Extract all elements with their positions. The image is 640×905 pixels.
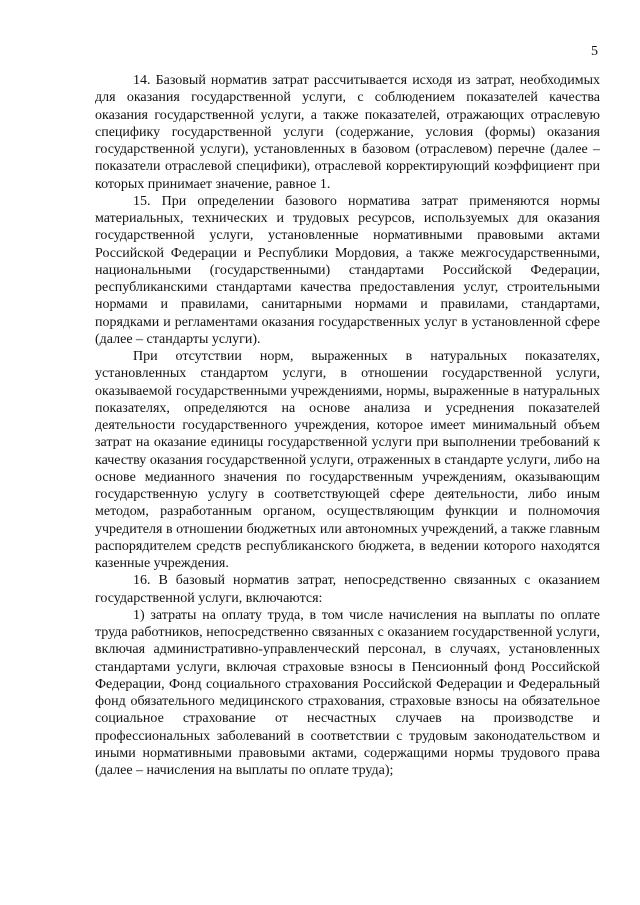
paragraph-15-continuation: При отсутствии норм, выраженных в натуральных показателях, установленных стандартом услуги, в отношении государственной услуги, оказываемой государственными учреждениями, нормы, выраженные в натуральных показателях, определяются на основе анализа и усреднения показателей деятельности государственного учреждения, которое имеет минимальный объем затрат на оказание единицы государственной услуги при выполнении требований к качеству оказания государственной услуги, отраженных в стандарте услуги, либо на основе медианного значения по государственным учреждениям, оказывающим государственную услугу в соответствующей сфере деятельности, либо иным методом, разработанным органом, осуществляющим функции и полномочия учредителя в отношении бюджетных или автономных учреждений, а также главным распорядителем средств республиканского бюджета, в ведении которого находятся казенные учреждения. [95,349,600,571]
paragraph-16: 16. В базовый норматив затрат, непосредственно связанных с оказанием государственной услуги, включаются: [95,573,600,606]
paragraph-15: 15. При определении базового норматива затрат применяются нормы материальных, технических и трудовых ресурсов, используемых для оказания государственной услуги, установленные нормативными правовыми актами Российской Федерации и Республики Мордовия, а также межгосударственными, национальными (государственными) стандартами Российской Федерации, республиканскими стандартами качества предоставления услуг, строительными нормами и правилами, санитарными нормами и правилами, стандартами, порядками и регламентами оказания государственных услуг в установленной сфере (далее – стандарты услуги). [95,193,600,347]
paragraph-14: 14. Базовый норматив затрат рассчитывается исходя из затрат, необходимых для оказания государственной услуги, с соблюдением показателей качества оказания государственной услуги, а также показателей, отражающих отраслевую специфику государственной услуги (содержание, условия (формы) оказания государственной услуги), установленных в базовом (отраслевом) перечне (далее – показатели отраслевой специфики), отраслевой корректирующий коэффициент при которых принимает значение, равное 1. [95,73,600,192]
paragraph-16-item-1: 1) затраты на оплату труда, в том числе начисления на выплаты по оплате труда работников, непосредственно связанных с оказанием государственной услуги, включая административно-управленческий персонал, в случаях, установленных стандартами услуги, включая страховые взносы в Пенсионный фонд Российской Федерации, Фонд социального страхования Российской Федерации и Федеральный фонд обязательного медицинского страхования, страховые взносы на обязательное социальное страхование от несчастных случаев на производстве и профессиональных заболеваний в соответствии с трудовым законодательством и иными нормативными правовыми актами, содержащими нормы трудового права (далее – начисления на выплаты по оплате труда); [95,607,600,778]
document-body [95,72,600,779]
page-number: 5 [591,44,598,59]
